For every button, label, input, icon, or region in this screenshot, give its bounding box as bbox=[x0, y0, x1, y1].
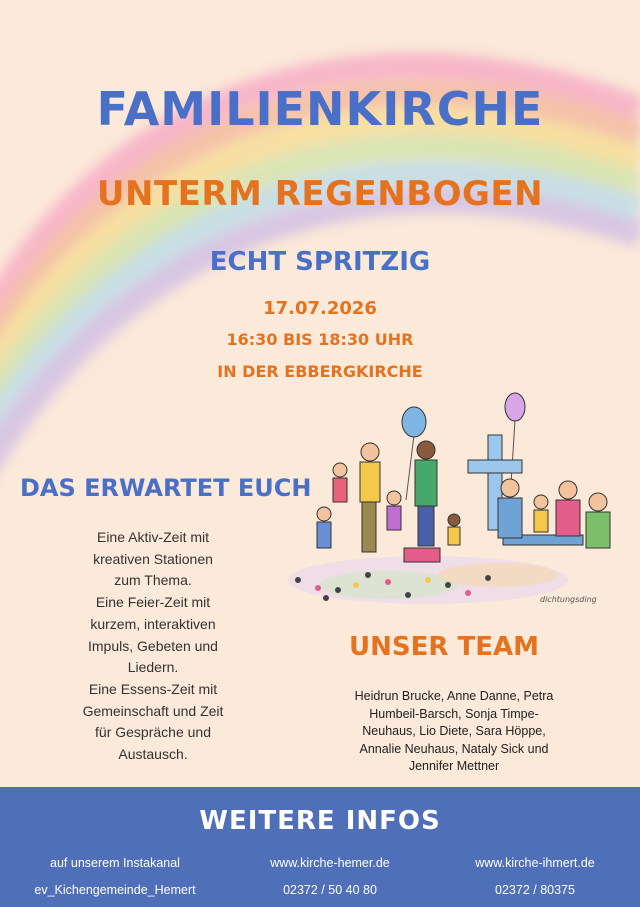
expect-line: Impuls, Gebeten und bbox=[88, 637, 218, 654]
expect-line: Liedern. bbox=[127, 659, 179, 676]
expect-line: Eine Feier-Zeit mit bbox=[95, 594, 211, 611]
community-illustration bbox=[278, 390, 630, 610]
team-line: Humbeil-Barsch, Sonja Timpe- bbox=[369, 706, 539, 721]
event-location: IN DER EBBERGKIRCHE bbox=[217, 362, 423, 381]
expect-line: für Gespräche und bbox=[95, 724, 211, 741]
instagram-handle[interactable]: ev_Kichengemeinde_Hemert bbox=[34, 883, 196, 897]
team-heading: UNSER TEAM bbox=[349, 632, 539, 662]
team-line: Heidrun Brucke, Anne Danne, Petra bbox=[354, 689, 554, 703]
page-title: FAMILIENKIRCHE bbox=[96, 82, 544, 136]
page-subtitle: UNTERM REGENBOGEN bbox=[96, 174, 544, 214]
expect-line: Eine Aktiv-Zeit mit bbox=[96, 529, 210, 545]
expect-line: Austausch. bbox=[118, 746, 188, 763]
event-date: 17.07.2026 bbox=[263, 298, 377, 319]
illustration-signature: dichtungsding bbox=[540, 595, 597, 604]
team-line: Neuhaus, Lio Diete, Sara Höppe, bbox=[362, 724, 546, 738]
expect-text bbox=[58, 527, 248, 766]
instagram-label: auf unserem Instakanal bbox=[50, 856, 180, 870]
expect-line: kreativen Stationen bbox=[93, 550, 213, 567]
expect-line: kurzem, interaktiven bbox=[90, 615, 216, 632]
footer-heading: WEITERE INFOS bbox=[199, 806, 441, 836]
expect-line: zum Thema. bbox=[114, 572, 192, 589]
hemer-phone: 02372 / 50 40 80 bbox=[283, 883, 377, 897]
expect-heading: DAS ERWARTET EUCH bbox=[20, 474, 312, 502]
ihmert-website-link[interactable]: www.kirche-ihmert.de bbox=[475, 856, 595, 870]
event-time: 16:30 BIS 18:30 UHR bbox=[226, 330, 414, 349]
hemer-website-link[interactable]: www.kirche-hemer.de bbox=[270, 856, 390, 870]
team-text bbox=[338, 688, 570, 776]
footer-hemer bbox=[230, 850, 430, 904]
expect-line: Eine Essens-Zeit mit bbox=[88, 680, 218, 697]
footer-ihmert bbox=[440, 850, 630, 904]
ihmert-phone: 02372 / 80375 bbox=[495, 883, 575, 897]
expect-line: Gemeinschaft und Zeit bbox=[82, 702, 224, 719]
theme-heading: ECHT SPRITZIG bbox=[209, 247, 431, 277]
team-line: Jennifer Mettner bbox=[408, 759, 500, 773]
team-line: Annalie Neuhaus, Nataly Sick und bbox=[359, 741, 549, 756]
footer-instagram bbox=[10, 850, 220, 904]
